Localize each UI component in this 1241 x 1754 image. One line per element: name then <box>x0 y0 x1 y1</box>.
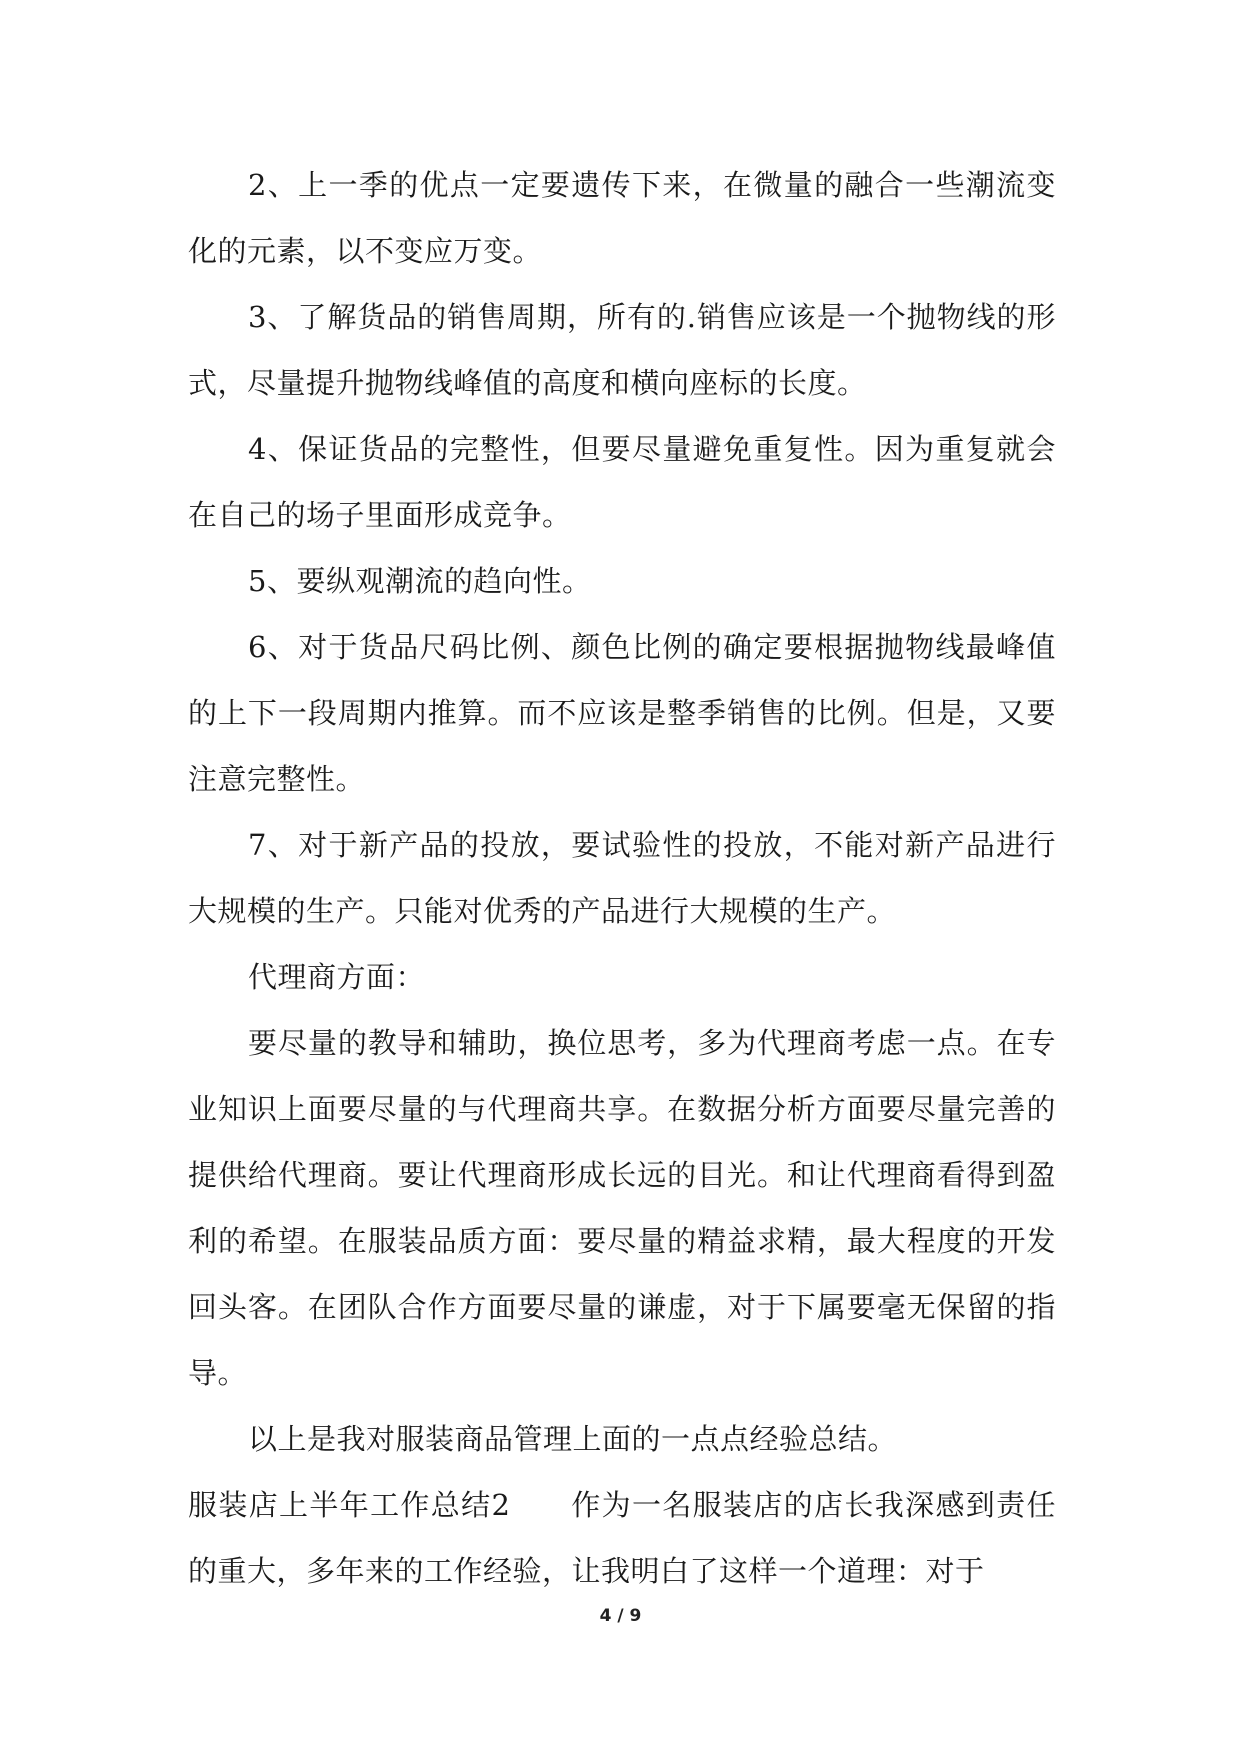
paragraph-point-7: 7、对于新产品的投放，要试验性的投放，不能对新产品进行大规模的生产。只能对优秀的产品进行大规模的生产。 <box>188 828 1056 928</box>
section2-paragraph <box>188 1472 1056 1604</box>
paragraph-point-6: 6、对于货品尺码比例、颜色比例的确定要根据抛物线最峰值的上下一段周期内推算。而不应该是整季销售的比例。但是，又要注意完整性。 <box>188 630 1056 796</box>
page-number: 4 / 9 <box>599 1606 642 1626</box>
paragraph-point-5: 5、要纵观潮流的趋向性。 <box>248 564 592 598</box>
paragraph-agent-advice: 要尽量的教导和辅助，换位思考，多为代理商考虑一点。在专业知识上面要尽量的与代理商共享。在数据分析方面要尽量完善的提供给代理商。要让代理商形成长远的目光。和让代理商看得到盈利的希望。在服装品质方面：要尽量的精益求精，最大程度的开发回头客。在团队合作方面要尽量的谦虚，对于下属要毫无保留的指导。 <box>188 1026 1056 1390</box>
section2-text: 作为一名服装店的店长我深感到责任的重大，多年来的工作经验，让我明白了这样一个道理：对于 <box>188 1488 1056 1588</box>
agent-section-heading: 代理商方面： <box>248 960 426 994</box>
document-body <box>188 152 1056 1604</box>
paragraph-conclusion: 以上是我对服装商品管理上面的一点点经验总结。 <box>248 1422 898 1456</box>
paragraph-point-2: 2、上一季的优点一定要遗传下来，在微量的融合一些潮流变化的元素，以不变应万变。 <box>188 168 1056 268</box>
section2-title: 服装店上半年工作总结2 <box>188 1488 511 1522</box>
paragraph-point-4: 4、保证货品的完整性，但要尽量避免重复性。因为重复就会在自己的场子里面形成竞争。 <box>188 432 1056 532</box>
paragraph-point-3: 3、了解货品的销售周期，所有的.销售应该是一个抛物线的形式，尽量提升抛物线峰值的高度和横向座标的长度。 <box>188 300 1056 400</box>
